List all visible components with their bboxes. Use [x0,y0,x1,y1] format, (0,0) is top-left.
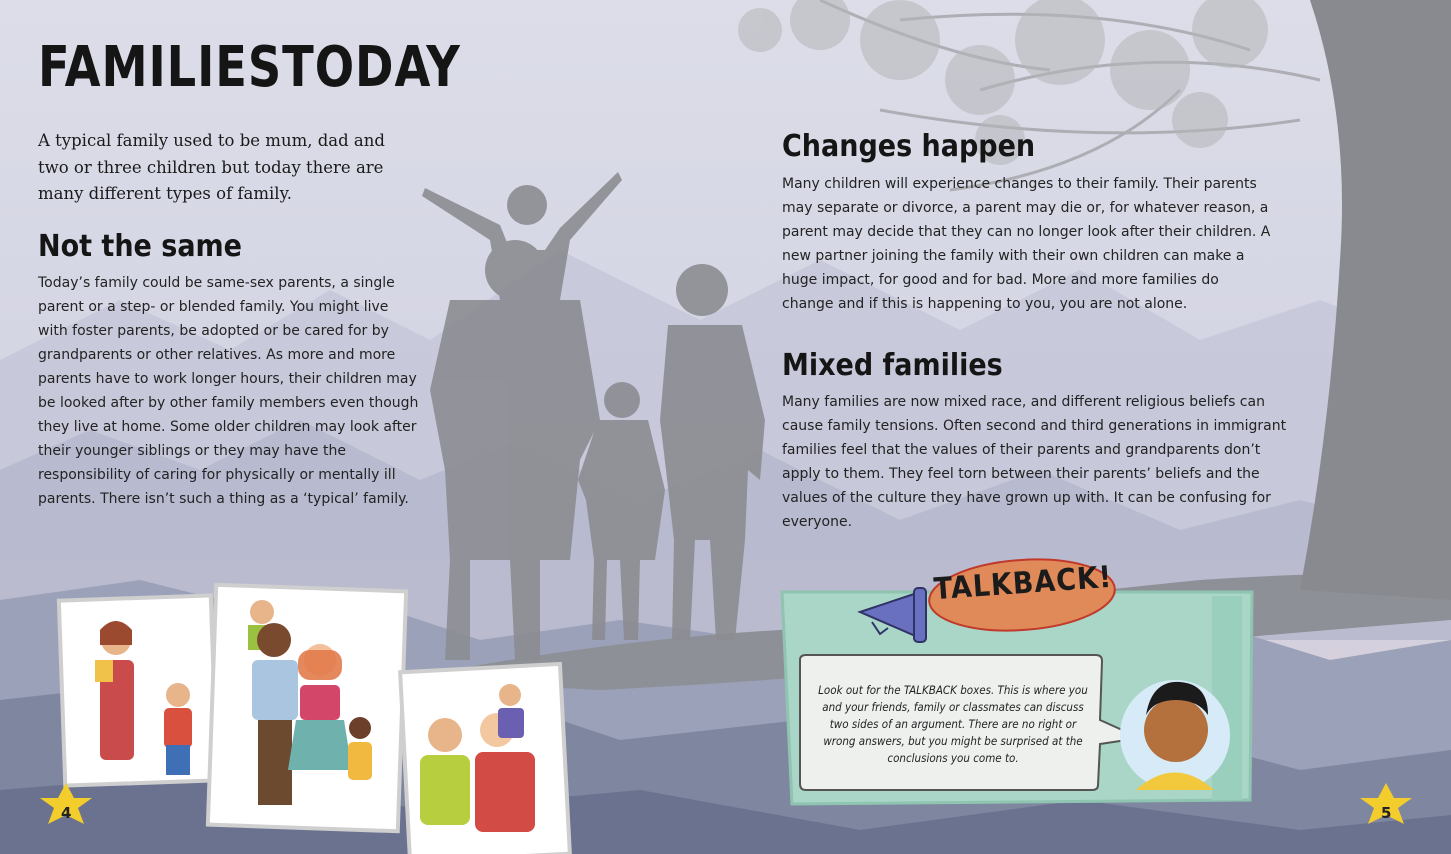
body-not-the-same: Today’s family could be same-sex parents, a single parent or a step- or blended family. You might live with foster parents, be adopted or be cared for by grandparents or other relatives. As more and more parents have to work longer hours, their children may be looked after by other family members even though they live at home. Some older children may look after their younger siblings or they may have the responsibility of caring for physically or mentally ill parents. There isn’t such a thing as a ‘typical’ family. [38,275,419,507]
body-mixed-families: Many families are now mixed race, and different religious beliefs can cause family tensions. Often second and third generations in immigrant families feel that the values of their parents and grandparents don’t apply to them. They feel torn between their parents’ beliefs and the values of the culture they have grown up with. It can be confusing for everyone. [782,394,1287,530]
talkback-label: TALKBACK! [932,559,1114,608]
heading-mixed-families: Mixed families [782,348,1003,383]
page-number-left: 4 [61,804,72,822]
talkback-text: Look out for the TALKBACK boxes. This is where you and your friends, family or classmates can discuss two sides of an argument. There are no right or wrong answers, but you might be surprised at the conclusions you come to. [818,683,1088,765]
family-card-2 [208,585,406,831]
family-card-1 [59,595,217,785]
heading-changes-happen: Changes happen [782,129,1036,164]
intro-paragraph: A typical family used to be mum, dad and two or three children but today there are many different types of family. [38,131,385,203]
family-card-3 [400,664,570,854]
body-changes-happen: Many children will experience changes to their family. Their parents may separate or divorce, a parent may die or, for whatever reason, a parent may decide that they can no longer look after their children. A new partner joining the family with their own children can make a huge impact, for good and for bad. More and more families do change and if this is happening to you, you are not alone. [782,176,1271,312]
heading-not-the-same: Not the same [38,229,242,264]
page-number-right: 5 [1381,804,1392,822]
page-title: FAMILIESTODAY [38,35,461,100]
